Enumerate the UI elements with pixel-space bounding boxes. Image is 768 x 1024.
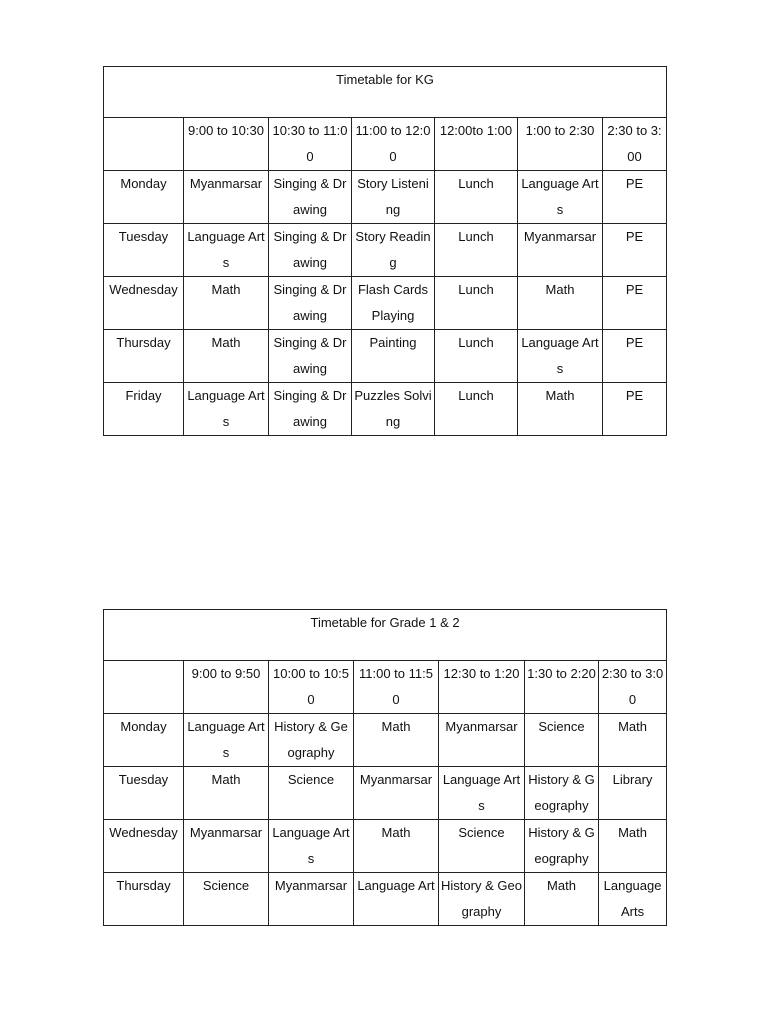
subject-cell: Language Arts [184,714,269,767]
day-cell: Tuesday [104,224,184,277]
subject-cell: Math [184,277,269,330]
kg-row-wednesday [104,277,667,330]
kg-row-monday [104,171,667,224]
subject-cell: Math [518,383,603,436]
subject-cell: Science [269,767,354,820]
subject-cell: Myanmarsar [269,873,354,926]
grade12-header-row [104,661,667,714]
subject-cell: Singing & Drawing [269,277,352,330]
grade12-header-cell [104,661,184,714]
subject-cell: History & Geography [269,714,354,767]
subject-cell: Science [184,873,269,926]
subject-cell: Singing & Drawing [269,224,352,277]
subject-cell: Flash Cards Playing [352,277,435,330]
subject-cell: Math [354,714,439,767]
day-cell: Wednesday [104,820,184,873]
subject-cell: PE [603,383,667,436]
subject-cell: Language Arts [439,767,525,820]
grade12-timetable [103,609,667,926]
subject-cell: Library [599,767,667,820]
grade12-header-cell: 10:00 to 10:50 [269,661,354,714]
subject-cell: Science [439,820,525,873]
day-cell: Wednesday [104,277,184,330]
subject-cell: Language Arts [184,383,269,436]
subject-cell: Math [184,767,269,820]
grade12-row-wednesday [104,820,667,873]
kg-title-row [104,67,667,118]
day-cell: Tuesday [104,767,184,820]
subject-cell: Math [599,714,667,767]
subject-cell: PE [603,171,667,224]
subject-cell: Myanmarsar [439,714,525,767]
subject-cell: Myanmarsar [184,820,269,873]
subject-cell: PE [603,277,667,330]
kg-header-cell: 12:00to 1:00 [435,118,518,171]
grade12-row-thursday [104,873,667,926]
subject-cell: Painting [352,330,435,383]
subject-cell: Lunch [435,330,518,383]
subject-cell: Language Arts [599,873,667,926]
grade12-header-cell: 2:30 to 3:00 [599,661,667,714]
subject-cell: Story Reading [352,224,435,277]
subject-cell: Myanmarsar [184,171,269,224]
subject-cell: Lunch [435,171,518,224]
day-cell: Monday [104,171,184,224]
kg-row-tuesday [104,224,667,277]
kg-row-thursday [104,330,667,383]
subject-cell: History & Geography [439,873,525,926]
subject-cell: Lunch [435,383,518,436]
subject-cell: PE [603,224,667,277]
subject-cell: History & Geography [525,767,599,820]
kg-header-cell: 2:30 to 3:00 [603,118,667,171]
subject-cell: History & Geography [525,820,599,873]
kg-row-friday [104,383,667,436]
day-cell: Thursday [104,330,184,383]
subject-cell: Language Art [354,873,439,926]
grade12-title: Timetable for Grade 1 & 2 [104,610,667,661]
subject-cell: Lunch [435,224,518,277]
subject-cell: PE [603,330,667,383]
grade12-header-cell: 12:30 to 1:20 [439,661,525,714]
subject-cell: Singing & Drawing [269,330,352,383]
grade12-row-tuesday [104,767,667,820]
grade12-title-row [104,610,667,661]
subject-cell: Puzzles Solving [352,383,435,436]
kg-header-cell: 9:00 to 10:30 [184,118,269,171]
day-cell: Monday [104,714,184,767]
kg-header-row [104,118,667,171]
grade12-header-cell: 1:30 to 2:20 [525,661,599,714]
kg-header-cell: 10:30 to 11:00 [269,118,352,171]
kg-header-cell [104,118,184,171]
subject-cell: Language Arts [518,330,603,383]
day-cell: Thursday [104,873,184,926]
subject-cell: Math [184,330,269,383]
subject-cell: Myanmarsar [518,224,603,277]
subject-cell: Math [525,873,599,926]
subject-cell: Story Listening [352,171,435,224]
subject-cell: Singing & Drawing [269,383,352,436]
subject-cell: Science [525,714,599,767]
subject-cell: Language Arts [518,171,603,224]
subject-cell: Myanmarsar [354,767,439,820]
subject-cell: Math [599,820,667,873]
kg-title: Timetable for KG [104,67,667,118]
subject-cell: Language Arts [269,820,354,873]
subject-cell: Singing & Drawing [269,171,352,224]
day-cell: Friday [104,383,184,436]
grade12-header-cell: 9:00 to 9:50 [184,661,269,714]
kg-header-cell: 11:00 to 12:00 [352,118,435,171]
subject-cell: Language Arts [184,224,269,277]
grade12-header-cell: 11:00 to 11:50 [354,661,439,714]
subject-cell: Lunch [435,277,518,330]
subject-cell: Math [518,277,603,330]
grade12-row-monday [104,714,667,767]
kg-timetable [103,66,667,436]
kg-header-cell: 1:00 to 2:30 [518,118,603,171]
subject-cell: Math [354,820,439,873]
